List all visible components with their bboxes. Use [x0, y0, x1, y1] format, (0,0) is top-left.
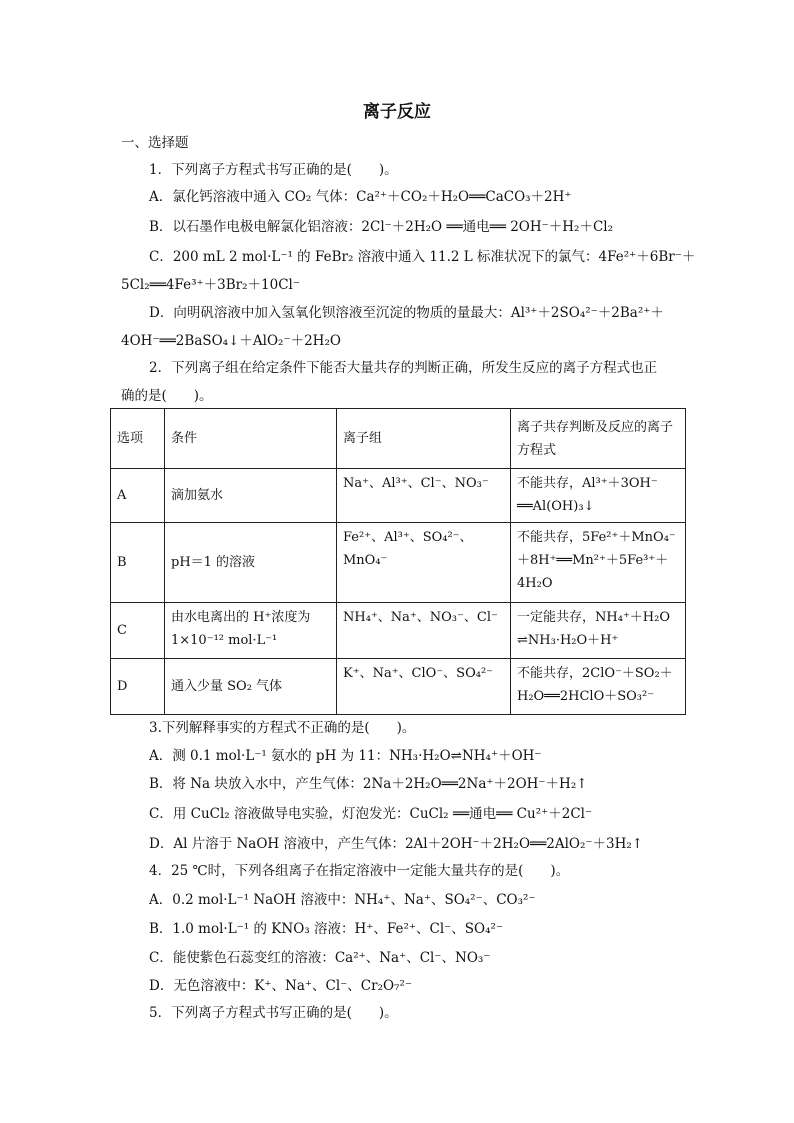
row-option: A: [111, 469, 165, 523]
q3-option-a: A．测 0.1 mol·L⁻¹ 氨水的 pH 为 11：NH₃·H₂O⇌NH₄⁺＋OH⁻: [149, 748, 542, 764]
row-condition: 通入少量 SO₂ 气体: [165, 659, 337, 715]
section-heading: 一、选择题: [121, 135, 189, 151]
judgement-line: 一定能共存，NH₄⁺＋H₂O: [517, 610, 670, 625]
q1-option-c-line1: C．200 mL 2 mol·L⁻¹ 的 FeBr₂ 溶液中通入 11.2 L 标准状况下的氯气：4Fe²⁺＋6Br⁻＋: [149, 249, 696, 265]
judgement-line: H₂O══2HClO＋SO₃²⁻: [517, 689, 655, 704]
q3-option-c: C．用 CuCl₂ 溶液做导电实验，灯泡发光：CuCl₂ ══通电══ Cu²⁺＋2Cl⁻: [149, 806, 593, 822]
row-judgement: [511, 469, 686, 523]
q1-option-c-line2: 5Cl₂══4Fe³⁺＋3Br₂＋10Cl⁻: [121, 277, 300, 293]
row-ions: K⁺、Na⁺、ClO⁻、SO₄²⁻: [337, 659, 511, 715]
q4-option-c: C．能使紫色石蕊变红的溶液：Ca²⁺、Na⁺、Cl⁻、NO₃⁻: [149, 950, 491, 966]
judgement-line: ══Al(OH)₃↓: [517, 499, 595, 514]
table-row: [111, 469, 686, 523]
header-option: 选项: [111, 409, 165, 469]
judgement-line: 不能共存，2ClO⁻＋SO₂＋: [517, 666, 673, 681]
row-ions: NH₄⁺、Na⁺、NO₃⁻、Cl⁻: [337, 603, 511, 659]
header-condition: 条件: [165, 409, 337, 469]
row-condition: 滴加氨水: [165, 469, 337, 523]
row-option: C: [111, 603, 165, 659]
q4-option-a: A．0.2 mol·L⁻¹ NaOH 溶液中：NH₄⁺、Na⁺、SO₄²⁻、CO₃²⁻: [149, 892, 536, 908]
page-title: 离子反应: [363, 102, 431, 122]
header-judgement: 离子共存判断及反应的离子方程式: [511, 409, 686, 469]
row-judgement: [511, 659, 686, 715]
table-row: [111, 659, 686, 715]
q2-options-table: [110, 408, 686, 715]
row-condition: 由水电离出的 H⁺浓度为 1×10⁻¹² mol·L⁻¹: [165, 603, 337, 659]
q4-option-d: D．无色溶液中：K⁺、Na⁺、Cl⁻、Cr₂O₇²⁻: [149, 978, 413, 994]
judgement-line: ＋8H⁺══Mn²⁺＋5Fe³⁺＋: [517, 553, 669, 568]
judgement-line: ⇌NH₃·H₂O＋H⁺: [517, 633, 619, 648]
row-judgement: [511, 603, 686, 659]
judgement-line: 4H₂O: [517, 576, 553, 591]
row-ions: Na⁺、Al³⁺、Cl⁻、NO₃⁻: [337, 469, 511, 523]
q2-stem-line1: 2．下列离子组在给定条件下能否大量共存的判断正确，所发生反应的离子方程式也正: [149, 360, 658, 376]
table-header-row: [111, 409, 686, 469]
q1-option-d-line2: 4OH⁻══2BaSO₄↓＋AlO₂⁻＋2H₂O: [121, 333, 341, 349]
row-option: B: [111, 523, 165, 603]
q1-option-d-line1: D．向明矾溶液中加入氢氧化钡溶液至沉淀的物质的量最大：Al³⁺＋2SO₄²⁻＋2Ba²⁺＋: [149, 305, 664, 321]
row-condition: pH＝1 的溶液: [165, 523, 337, 603]
q5-stem: 5．下列离子方程式书写正确的是( )。: [149, 1005, 398, 1021]
table-row: [111, 523, 686, 603]
q2-stem-line2: 确的是( )。: [121, 388, 213, 404]
table-row: [111, 603, 686, 659]
judgement-line: 不能共存，Al³⁺＋3OH⁻: [517, 476, 658, 491]
row-option: D: [111, 659, 165, 715]
q3-option-b: B．将 Na 块放入水中，产生气体：2Na＋2H₂O══2Na⁺＋2OH⁻＋H₂↑: [149, 776, 588, 792]
q3-stem: 3.下列解释事实的方程式不正确的是( )。: [149, 720, 416, 736]
header-ions: 离子组: [337, 409, 511, 469]
judgement-line: 不能共存，5Fe²⁺＋MnO₄⁻: [517, 530, 676, 545]
row-ions: Fe²⁺、Al³⁺、SO₄²⁻、MnO₄⁻: [337, 523, 511, 603]
q4-option-b: B．1.0 mol·L⁻¹ 的 KNO₃ 溶液：H⁺、Fe²⁺、Cl⁻、SO₄²⁻: [149, 921, 504, 937]
q1-option-a: A．氯化钙溶液中通入 CO₂ 气体：Ca²⁺＋CO₂＋H₂O══CaCO₃＋2H⁺: [149, 189, 572, 205]
q4-stem: 4．25 ℃时，下列各组离子在指定溶液中一定能大量共存的是( )。: [149, 863, 570, 879]
q3-option-d: D．Al 片溶于 NaOH 溶液中，产生气体：2Al＋2OH⁻＋2H₂O══2AlO₂⁻＋3H₂↑: [149, 836, 644, 852]
q1-option-b: B．以石墨作电极电解氯化铝溶液：2Cl⁻＋2H₂O ══通电══ 2OH⁻＋H₂＋Cl₂: [149, 219, 614, 235]
q1-stem: 1．下列离子方程式书写正确的是( )。: [149, 162, 398, 178]
row-judgement: [511, 523, 686, 603]
